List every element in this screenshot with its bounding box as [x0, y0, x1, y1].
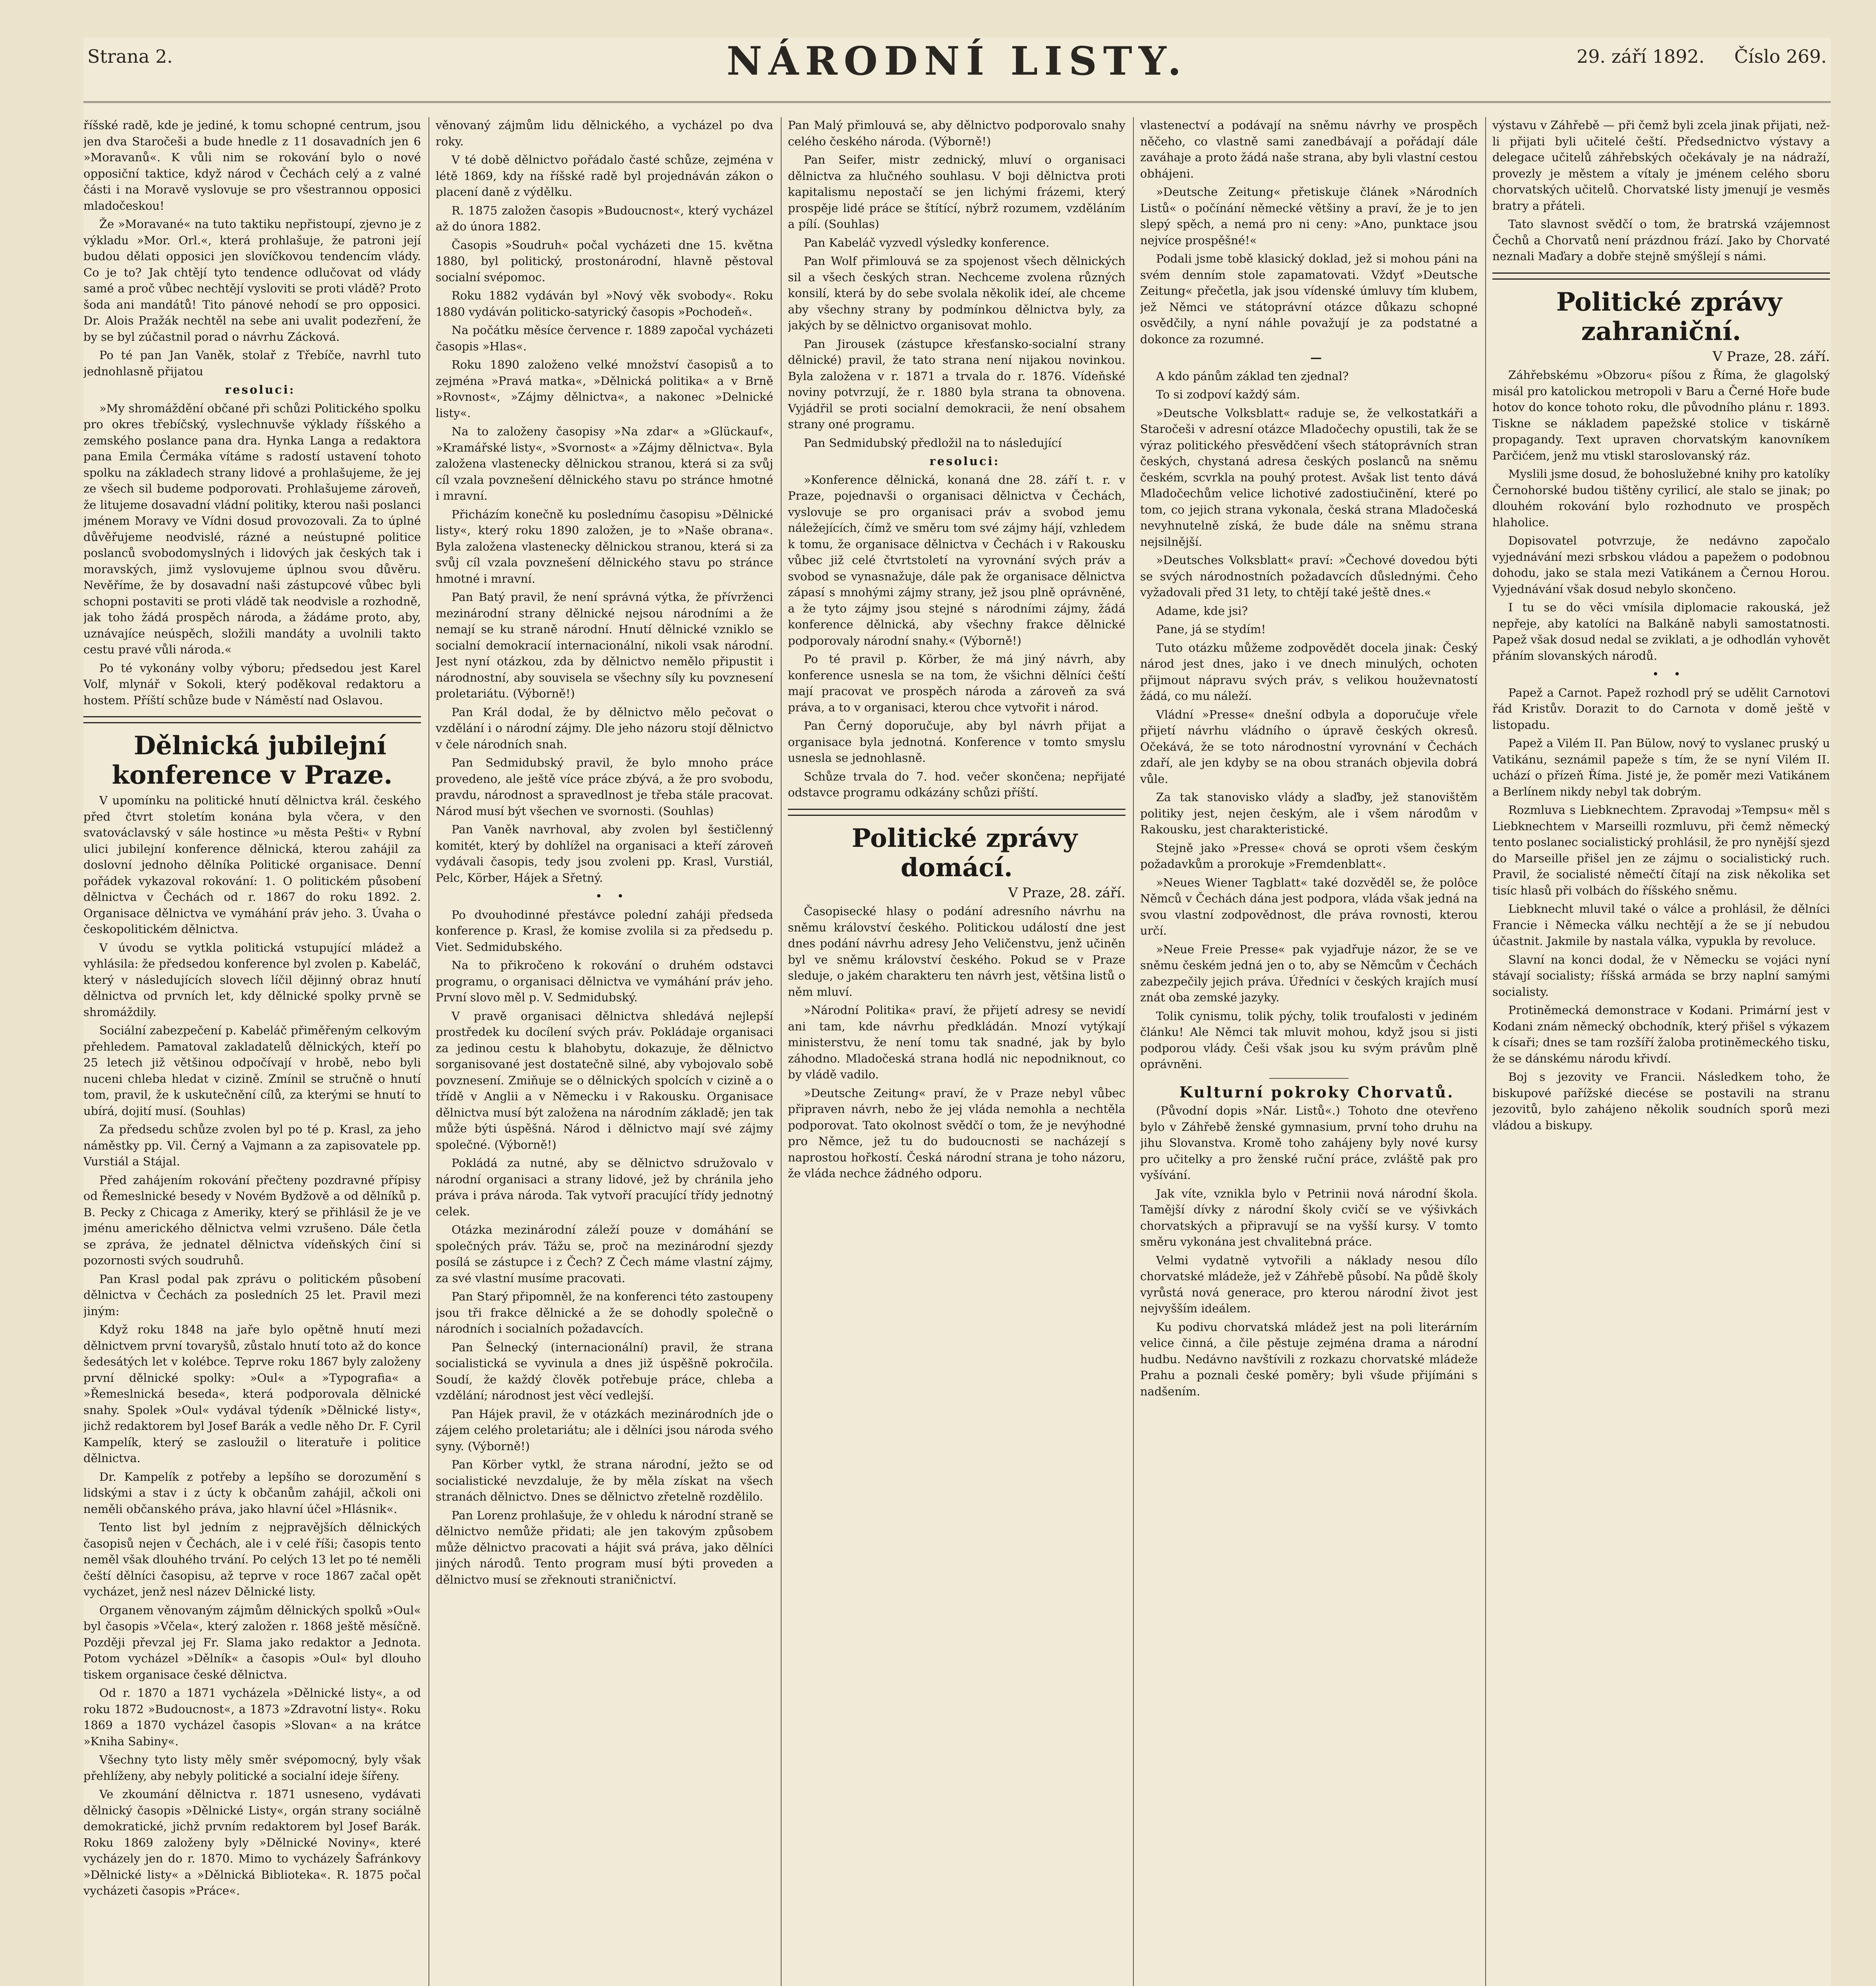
- paragraph: Boj s jezovity ve Francii. Následkem toho, že biskupové pařížské diecése se postavili na stranu jezovitů, bylo zahájeno několik soudních sporů mezi vládou a biskupy.: [1492, 1070, 1830, 1132]
- paragraph: Na počátku měsíce července r. 1889 započal vycházeti časopis »Hlas«.: [436, 323, 773, 353]
- dateline: V Praze, 28. září.: [1712, 348, 1830, 365]
- newspaper-title: NÁRODNÍ LISTY.: [726, 39, 1188, 84]
- section-headline: Politické zprávy zahraniční.: [1556, 287, 1782, 346]
- paragraph: »Deutsche Volksblatt« raduje se, že velkostatkáři a Staročeši v adresní otázce Mladočechy opustili, tak že se výraz politického přesvědčení všech státoprávních stran českých, chystaná adresa českých poslanců na sněmu českém, scvrkla na pouhý protest. Avšak list tento dává Mladočechům velice lichotivé zadostiučinění, které po tom, co jejich strana vykonala, česká strana Mladočeská nevyhnutelně získá, že bude dále na sněmu strana nejsilnější.: [1140, 406, 1478, 549]
- paragraph: »Neue Freie Presse« pak vyjadřuje názor, že se ve sněmu českém jedná jen o to, aby se Němcům v Čechách zabezpečily jejich práva. Úředníci v českých krajích musí znát oba zemské jazyky.: [1140, 942, 1478, 1004]
- paragraph: Po té pan Jan Vaněk, stolař z Třebíče, navrhl tuto jednohlasně přijatou: [83, 348, 421, 378]
- paragraph: »Konference dělnická, konaná dne 28. září t. r. v Praze, pojednavši o organisaci dělnictva v Čechách, vyslovuje se pro organisaci práv a svobod jemu náležejících, čímž ve směru tom své zájmy hájí, vzhledem k tomu, že organisace dělnictva v Čechách i v Rakousku vůbec již celé čtvrtstoletí na vyrovnání svých práv a svobod se vynasnažuje, dále pak že organisace dělnictva zápasí s mnohými zájmy strany, jež jsou plně oprávněné, a že tyto zájmy jsou stejné s národními zájmy, žádá konference dělnická, aby všechny frakce dělnické podporovaly národní snahy.« (Výborně!): [788, 473, 1125, 647]
- paragraph: Pokládá za nutné, aby se dělnictvo sdružovalo v národní organisaci a strany lidové, jež by chránila jeho práva i práva národa. Tak vytvoří pracující třídy jednotný celek.: [436, 1156, 773, 1218]
- section-headline: Politické zprávy domácí.: [851, 823, 1078, 883]
- paragraph: Za tak stanovisko vlády a slaďby, jež stanovištěm politiky jest, nejen českým, ale i všem národům v Rakousku, jest charakteristické.: [1140, 790, 1478, 836]
- paragraph: Pan Malý přimlouvá se, aby dělnictvo podporovalo snahy celého českého národa. (Výborně!): [788, 118, 1125, 148]
- paragraph: Že »Moravané« na tuto taktiku nepřistoupí, zjevno je z výkladu »Mor. Orl.«, která prohlašuje, že patroni její budou dělati opposici jen slovíčkovou tendencím vlády. Co je to? Jak chtějí tyto tendence odlučovat od vlády samé a proč vůbec nechtějí vysloviti se proti vládě? Proto šoda ani mandátů! Tito pánové nehodí se pro opposici. Dr. Alois Pražák nechtěl na sebe ani uvalit podezření, že by se byl zúčastnil porad o návrhu Zácková.: [83, 217, 421, 344]
- paragraph: Protiněmecká demonstrace v Kodani. Primární jest v Kodani znám německý obchodník, který přišel s výkazem k císaři; dnes se tam rozšíří žaloba protiněmeckého tisku, že se dánskému národu křivdí.: [1492, 1003, 1830, 1065]
- paragraph: říšské radě, kde je jediné, k tomu schopné centrum, jsou jen dva Staročeši a bude hnedle z 11 dosavadních jen 6 »Moravanů«. K vůli nim se rokování bylo o nové opposiční taktice, když národ v Čechách celý a z valné části i na Moravě vyslovuje se pro všestrannou opposici mladočeskou!: [83, 118, 421, 213]
- masthead-meta: [1553, 46, 1827, 67]
- paragraph: Pan Hájek pravil, že v otázkách mezinárodních jde o zájem celého proletariátu; ale i dělníci jsou národa svého syny. (Výborně!): [436, 1407, 773, 1453]
- article-divider: [1492, 272, 1830, 280]
- dateline: V Praze, 28. září.: [1008, 885, 1125, 901]
- column-1: [83, 117, 421, 1986]
- paragraph: Pan Krasl podal pak zprávu o politickém působení dělnictva v Čechách za posledních 25 let. Pravil mezi jiným:: [83, 1272, 421, 1318]
- paragraph: Když roku 1848 na jaře bylo opětně hnutí mezi dělnictvem první tovaryšů, zůstalo hnutí toto až do konce šedesátých let v kolébce. Teprve roku 1867 byly založeny první dělnické spolky: »Oul« a »Typografia« a »Řemeslnická beseda«, která podporovala dělnické snahy. Spolek »Oul« vydával týdeník »Dělnické listy«, jichž redaktorem byl Josef Barák a vedle něho Dr. F. Cyril Kampelík, který se zasloužil o literatuře i politice dělnictva.: [83, 1323, 421, 1465]
- paragraph: Sociální zabezpečení p. Kabeláč přiměřeným celkovým přehledem. Pamatoval zakladatelů dělnických, kteří po 25 letech již většinou odpočívají v hrobě, nebo byli nuceni chleba hledat v cizině. Zmínil se stručně o hnutí tom, pravil, že k uskutečnění cílů, za kterými se hnutí to ubírá, dojití musí. (Souhlas): [83, 1024, 421, 1118]
- paragraph: Pan Seifer, mistr zednický, mluví o organisaci dělnictva za hlučného souhlasu. V boji dělnictva proti kapitalismu nepostačí se jen lichými frázemi, který prospěje lidé práce se štítící, nýbrž rozumem, vzděláním a pílí. (Souhlas): [788, 153, 1125, 231]
- paragraph: »Deutsche Zeitung« praví, že v Praze nebyl vůbec připraven návrh, nebo že jej vláda nemohla a nechtěla podporovat. Tato okolnost svědčí o tom, že je nevýhodné pro Němce, jež tu do budoucnosti se nacházejí s naprostou hořkostí. Česká národní strana je toho názoru, že vláda nechce žádného odporu.: [788, 1086, 1125, 1180]
- paragraph: »Deutsche Zeitung« přetiskuje článek »Národních Listů« o počínání německé většiny a praví, že je to jen slepý spěch, a nemá pro ni ceny: »Ano, punktace jsou nejvíce prospěšné!«: [1140, 185, 1478, 247]
- paragraph: Tuto otázku můžeme zodpovědět docela jinak: Český národ jest dnes, jako i ve dnech minulých, ochoten přijmout nápravu svých práv, s velikou houževnatostí žádá, co mu náleží.: [1140, 641, 1478, 703]
- issue-number: Číslo 269.: [1734, 46, 1827, 67]
- paragraph: Adame, kde jsi?: [1156, 604, 1248, 618]
- section-separator: • •: [1652, 667, 1686, 681]
- column-rule: [781, 117, 782, 1986]
- resolution-title: resoluci:: [929, 454, 1000, 468]
- paragraph: Ku podivu chorvatská mládež jest na poli literárním velice činná, a čile pěstuje zejména drama a národní hudbu. Nedávno navštívili z rozkazu chorvatské mládeže Prahu a poznali české poměry; byli všude přijímáni s nadšením.: [1140, 1320, 1478, 1398]
- paragraph: Velmi vydatně vytvořili a náklady nesou dílo chorvatské mládeže, jež v Záhřebě působí. Na půdě školy vyrůstá nová generace, pro kterou národní život jest nejvyšším ideálem.: [1140, 1253, 1478, 1315]
- paragraph: Pan Vaněk navrhoval, aby zvolen byl šestičlenný komitét, který by dohlížel na organisaci a kteří zároveň vydávali časopis, tedy jsou zvoleni pp. Krasl, Vurstiál, Pelc, Körber, Hájek a Sřetný.: [436, 823, 773, 885]
- paragraph: To si zodpoví každý sám.: [1156, 388, 1300, 401]
- paragraph: vlastenectví a podávají na sněmu návrhy ve prospěch něčeho, co vlastně sami zanedbávají a pořádají dále zaváhaje a proto žádá naše strana, aby byli vlastní cestou obhájeni.: [1140, 118, 1478, 180]
- paragraph: Otázka mezinárodní záleží pouze v domáhání se společných práv. Tážu se, proč na mezinárodní sjezdy posílá se zástupce i z Čech? Z Čech máme vlastní zájmy, za své vlastní musíme pracovati.: [436, 1223, 773, 1285]
- paragraph: »My shromáždění občané při schůzi Politického spolku pro okres třebíčský, vyslechnuvše výklady říšského a zemského poslance pana dra. Hynka Langa a redaktora pana Emila Čermáka vítáme s radostí ustavení tohoto spolku na základech strany lidové a prohlašujeme, že jej ze všech sil budeme podporovati. Prohlašujeme zároveň, že litujeme dosavadní vládní politiky, kterou naši poslanci jménem Moravy ve Vídni dosud provozovali. Za to úplné důvěřujeme neodvislé, rázné a neústupné politice poslanců svobodomyslných i lidových jak českých tak i moravských, jimž vyslovujeme úplnou svou důvěru. Nevěříme, že by dosavadní naši zástupcové vůbec byli schopni postaviti se proti vládě tak neodvisle a rozhodně, jak toho žádá prospěch národa, a žádáme proto, aby, uznávajíce neúspěch, složili mandáty a uvolnili takto cestu pravé vůli národa.«: [83, 401, 421, 656]
- column-5: [1492, 117, 1830, 1986]
- paragraph: Před zahájením rokování přečteny pozdravné přípisy od Řemeslnické besedy v Novém Bydžově a od dělníků p. B. Pecky z Chicaga z Ameriky, který se přihlásil že je ve jménu amerického dělnictva velmi vzrušeno. Dále četla se zpráva, že jednatel dělnictva vídeňských činí si pozornosti svých soudruhů.: [83, 1173, 421, 1267]
- paragraph: Roku 1882 vydáván byl »Nový věk svobody«. Roku 1880 vydáván politicko-satyrický časopis »Pochodeň«.: [436, 289, 773, 319]
- article-divider: [83, 716, 421, 723]
- paragraph: »Neues Wiener Tagblatt« také dozvěděl se, že polôce Němců v Čechách dána jest podpora, vláda však jedná na svou vlastní zodpovědnost, dle práva rovnosti, kterou určí.: [1140, 875, 1478, 937]
- paragraph: Jak víte, vznikla bylo v Petrinii nová národní škola. Tamější dívky z národní školy cvičí se ve výšivkách chorvatských a připravují se na vyšší kursy. V tomto směru vykonána jest chvalitebná práce.: [1140, 1186, 1478, 1248]
- paragraph: Pan Körber vytkl, že strana národní, ježto se od socialistické nevzdaluje, že by měla získat na všech stranách dělnictvo. Dnes se dělnictvo zřetelně rozdělilo.: [436, 1458, 773, 1503]
- paragraph: Organem věnovaným zájmům dělnických spolků »Oul« byl časopis »Včela«, který založen r. 1868 ještě měsíčně. Později převzal jej Fr. Slama jako redaktor a Jednota. Potom vycházel »Dělník« a časopis »Oul« byl dlouho tiskem organisace české dělnictva.: [83, 1603, 421, 1681]
- paragraph: Po té pravil p. Körber, že má jiný návrh, aby konference usnesla se na tom, že všichni dělníci čeští mají pracovat ve prospěch národa a zároveň za svá práva, a to v organisaci, kterou chce vytvořit i národ.: [788, 652, 1125, 714]
- paragraph: V té době dělnictvo pořádalo časté schůze, zejména v létě 1869, kdy na říšské radě byl projednáván zákon o placení daně z výdělku.: [436, 153, 773, 199]
- paragraph: Pan Batý pravil, že není správná výtka, že přívrženci mezinárodní strany dělnické nejsou národními a že nemají se ku straně národní. Hnutí dělnické vzniklo se socialní demokracií internacionální, nikoli vsak národní. Jest nyní otázkou, zda by dělnictvo nemělo připustit i národnostní, aby souvisela se všechny síly ku povznesení proletariátu. (Výborně!): [436, 590, 773, 700]
- column-rule: [1133, 117, 1134, 1986]
- section-separator: • •: [595, 889, 629, 903]
- paragraph: Pan Sedmidubský pravil, že bylo mnoho práce provedeno, ale ještě více práce zbývá, a že pro svobodu, pravdu, národnost a spravedlnost je třeba stále pracovat. Národ musí být všechen ve svornosti. (Souhlas): [436, 756, 773, 818]
- paragraph: Pan Wolf přimlouvá se za spojenost všech dělnických sil a všech českých stran. Nechceme zvolena různých konsilí, která by do sebe svolala několik ideí, ale chceme aby všechny strany by podmínkou dělnictva byly, za jakých by se dělnictvo organisovat mohlo.: [788, 254, 1125, 332]
- paragraph: Pan Sedmidubský předložil na to následující: [804, 436, 1062, 450]
- paragraph: Pan Král dodal, že by dělnictvo mělo pečovat o vzdělání i o národní zájmy. Dle jeho názoru stojí dělnictvo v čele národních snah.: [436, 705, 773, 751]
- column-4: [1140, 117, 1478, 1986]
- paragraph: »Národní Politika« praví, že přijetí adresy se nevidí ani tam, kde návrhu předkládán. Mnozí vytýkají ministerstvu, že není tomu tak snadné, jak by bylo záhodno. Mladočeská strana hodlá nic nepodniknout, co by vládě vadilo.: [788, 1003, 1125, 1081]
- paragraph: Tolik cynismu, tolik pýchy, tolik troufalosti v jediném článku! Ale Němci tak mluvit mohou, když jsou si jisti podporou vlády. Češi však jsou ku svým právům plně oprávněni.: [1140, 1009, 1478, 1071]
- paragraph: I tu se do věci vmísila diplomacie rakouská, jež nepřeje, aby katolíci na Balkáně nabyli samostatnosti. Papež však dosud nedal se zviklati, a je odhodlán vyhovět přáním slovanských národů.: [1492, 601, 1830, 663]
- paragraph: Pane, já se stydím!: [1156, 622, 1266, 636]
- paragraph: Ve zkoumání dělnictva r. 1871 usneseno, vydávati dělnický časopis »Dělnické Listy«, orgán strany sociálně demokratické, jichž prvním redaktorem byl Josef Barák. Roku 1869 založeny byly »Dělnické Noviny«, které vycházely jen do r. 1870. Mimo to vycházely Šafránkovy »Dělnické listy« a »Dělnická Biblioteka«. R. 1875 počal vycházeti časopis »Práce«.: [83, 1787, 421, 1897]
- paragraph: Tato slavnost svědčí o tom, že bratrská vzájemnost Čechů a Chorvatů není prázdnou frází. Jako by Chorvaté neznali Maďary a dobře stejně smýšlejí s námi.: [1492, 217, 1830, 263]
- paragraph: věnovaný zájmům lidu dělnického, a vycházel po dva roky.: [436, 118, 773, 148]
- paragraph: Pan Kabeláč vyzvedl výsledky konference.: [804, 236, 1050, 249]
- paragraph: Roku 1890 založeno velké množství časopisů a to zejména »Pravá matka«, »Dělnická politika« a v Brně »Rovnost«, »Zájmy dělnictva«, a nakonec »Delnické listy«.: [436, 358, 773, 420]
- paragraph: Časopis »Soudruh« počal vycházeti dne 15. května 1880, byl politický, prostonárodní, hlavně pěstoval socialní svépomoc.: [436, 238, 773, 284]
- paragraph: A kdo pánům základ ten zjednal?: [1156, 369, 1349, 383]
- paragraph: Stejně jako »Presse« chová se oproti všem českým požadavkům a prorokuje »Fremdenblatt«.: [1140, 841, 1478, 871]
- paragraph: Myslili jsme dosud, že bohoslužebné knihy pro katolíky Černohorské budou tištěny cyrilicí, ale stalo se jinak; po dlouhém rokování bylo rozhodnuto ve prospěch hlaholice.: [1492, 467, 1830, 529]
- paragraph: »Deutsches Volksblatt« praví: »Čechové dovedou býti se svých národnostních požadavcích důslednými. Čeho vyžadovali před 31 lety, to chtějí také ještě dnes.«: [1140, 553, 1478, 599]
- paragraph: Pan Lorenz prohlašuje, že v ohledu k národní straně se dělnictvo nemůže přidati; ale jen takovým způsobem může dělnictvo pracovati a hájit svá práva, jako dělníci jiných národů. Tento program musí býti proveden a dělnictvo musí se zřeknouti straničnictví.: [436, 1508, 773, 1586]
- masthead: [83, 38, 1831, 103]
- dash-separator: —: [1310, 351, 1324, 364]
- paragraph: Záhřebskému »Obzoru« píšou z Říma, že glagolský misál pro katolickou metropoli v Baru a Černé Hoře bude hotov do konce tohoto roku, dle původního plánu r. 1893. Tiskne se nákladem papežské stolice v tiskárně propagandy. Text upraven chorvatským kanovníkem Parčićem, jenž mu vtiskl staroslovanský ráz.: [1492, 368, 1830, 462]
- paragraph: Podali jsme tobě klasický doklad, jež si mohou páni na svém denním stole zapamatovati. Vždyť »Deutsche Zeitung« přečetla, jak jsou vídenské úmluvy tím klubem, jež Němci ve státoprávní otázce důkazu schopné osvědčily, a nyní náhle považují je za podstatné a dokonce za rozumné.: [1140, 252, 1478, 346]
- article-divider: [788, 809, 1125, 816]
- paragraph: V úvodu se vytkla politická vstupující mládež a vyhlásila: že předsedou konference byl zvolen p. Kabeláč, který v následujících slovech líčil dějinný obraz hnutí dělnictva od prvních let, kdy dělnické spolky prvně se shromáždily.: [83, 941, 421, 1019]
- paragraph: Všechny tyto listy měly směr svépomocný, byly však přehlíženy, aby nebyly politické a socialní ideje šířeny.: [83, 1753, 421, 1783]
- paragraph: Tento list byl jedním z nejpravějších dělnických časopisů nejen v Čechách, ale i v celé říši; časopis tento neměl však dlouhého trvání. Po celých 13 let po té neměli čeští dělníci časopisu, až teprve v roce 1867 začal opět vycházet, jenž nesl název Dělnické listy.: [83, 1520, 421, 1598]
- paragraph: výstavu v Záhřebě — při čemž byli zcela jinak přijati, než-li přijati byli učitelé čeští. Předsednictvo výstavy a delegace učitelů záhřebských očekávaly je na nádraží, provezly je městem a vítaly je jménem celého sboru chorvatských učitelů. Chorvatské listy jmenují je vesměs bratry a přáteli.: [1492, 118, 1830, 213]
- paragraph: Na to založeny časopisy »Na zdar« a »Glückauf«, »Kramářské listy«, »Svornost« a »Zájmy dělnictva«. Byla založena vlastenecky dělnickou stranou, která si za svůj cíl vzala povznešení dělnického stavu po stránce hmotné i mravní.: [436, 425, 773, 502]
- paragraph: V upomínku na politické hnutí dělnictva král. českého před čtvrt stoletím konána byla včera, v den svatováclavský v sále hostince »u města Pešti« v Rybní ulici jubilejní konference dělnická, kterou zahájil za doslovní jednoho dělníka Politické organisace. Denní pořádek vykazoval rokování: 1. O politickém působení dělnictva v Čechách od r. 1867 do roku 1892. 2. Organisace dělnictva ve vymáhání práv jeho. 3. Úvaha o českopolitickém dělnictva.: [83, 794, 421, 936]
- article-headline: Kulturní pokroky Chorvatů.: [1179, 1083, 1455, 1101]
- paragraph: Rozmluva s Liebknechtem. Zpravodaj »Tempsu« měl s Liebknechtem v Marseilli rozmluvu, při čemž německý tento poslanec socialistický prohlásil, že pro nynější sjezd do Marseille přišel jen ze zájmu o socialistický ruch. Pravil, že socialisté němečtí čítají na zisk několika set tisíc hlasů při volbách do říšského sněmu.: [1492, 803, 1830, 897]
- paragraph: Časopisecké hlasy o podání adresního návrhu na sněmu království českého. Politickou událostí dne jest dnes podání návrhu adresy Jeho Veličenstvu, jenž učiněn byl ve sněmu království českého. Pokud se v Praze sleduje, o jakém charakteru ten návrh jest, většina listů o něm mluví.: [788, 904, 1125, 999]
- paragraph: Po té vykonány volby výboru; předsedou jest Karel Volf, mlynář v Sokoli, který poděkoval redaktoru a hostem. Příští schůze bude v Náměstí nad Oslavou.: [83, 661, 421, 707]
- column-3: [788, 117, 1125, 1986]
- issue-date: 29. září 1892.: [1576, 46, 1705, 67]
- divider: [1269, 1078, 1349, 1079]
- paragraph: Pan Jirousek (zástupce křesťansko-socialní strany dělnické) pravil, že tato strana není nijakou novinkou. Byla založena v r. 1871 a trvala do r. 1876. Vídeňské noviny potvrzují, že r. 1880 byla strana ta obnovena. Vyjádřil se proti socialní demokracii, že není obsahem strany oné programu.: [788, 337, 1125, 431]
- paragraph: Schůze trvala do 7. hod. večer skončena; nepřijaté odstavce programu odkázány schůzi příští.: [788, 769, 1125, 799]
- paragraph: Za předsedu schůze zvolen byl po té p. Krasl, za jeho náměstky pp. Vil. Černý a Vajmann a za zapisovatele pp. Vurstiál a Stájal.: [83, 1122, 421, 1168]
- paragraph: (Původní dopis »Nár. Listů«.) Tohoto dne otevřeno bylo v Záhřebě ženské gymnasium, první toho druhu na jihu Slovanstva. Kromě toho zahájeny byly nové kursy pro učitelky a pro ženské ruční práce, zvláště pak pro vyšívání.: [1140, 1104, 1478, 1182]
- paragraph: Na to přikročeno k rokování o druhém odstavci programu, o organisaci dělnictva ve vymáhání práv jeho. První slovo měl p. V. Sedmidubský.: [436, 958, 773, 1004]
- paragraph: Papež a Vilém II. Pan Bülow, nový to vyslanec pruský u Vatikánu, seznámil papeže s tím, že se nyní Vilém II. uchází o přízeň Říma. Jisté je, že poměr mezi Vatikánem a Berlínem nikdy nebyl tak dobrým.: [1492, 736, 1830, 798]
- paragraph: Liebknecht mluvil také o válce a prohlásil, že dělníci Francie i Německa válku nechtějí a že se jí nebudou účastnit. Jakmile by nastala válka, vypukla by revoluce.: [1492, 902, 1830, 948]
- page-number: Strana 2.: [87, 46, 173, 67]
- paragraph: Pan Šelnecký (internacionální) pravil, že strana socialistická se vyvinula a dnes již úspěšně pokročila. Soudí, že každý člověk potřebuje práce, chleba a vzdělání; národnost jest věcí vedlejší.: [436, 1340, 773, 1402]
- paragraph: Po dvouhodinné přestávce polední zaháji předseda konference p. Krasl, že komise zvolila si za předsedu p. Viet. Sedmidubského.: [436, 908, 773, 954]
- article-headline: Dělnická jubilejní konference v Praze.: [112, 731, 393, 790]
- paragraph: Vládní »Presse« dnešní odbyla a doporučuje vřele přijetí návrhu vládního o úpravě českých okresů. Očekává, že se toto národnostní vyrovnání v Čechách zdaří, ale jen kdyby se na obou stranách objevila dobrá vůle.: [1140, 707, 1478, 786]
- column-rule: [428, 117, 429, 1986]
- paragraph: Od r. 1870 a 1871 vycházela »Dělnické listy«, a od roku 1872 »Budoucnost«, a 1873 »Zdravotní listy«. Roku 1869 a 1870 vycházel časopis »Slovan« a na krátce »Kniha Sabiny«.: [83, 1686, 421, 1748]
- resolution-title: resoluci:: [225, 383, 295, 396]
- paragraph: Pan Černý doporučuje, aby byl návrh přijat a organisace byla jednotná. Konference v tomto smyslu usnesla se jednohlasně.: [788, 719, 1125, 765]
- paragraph: Pan Starý připomněl, že na konferenci této zastoupeny jsou tři frakce dělnické a že se dohodly společně o národních i socialních požadavcích.: [436, 1290, 773, 1335]
- paragraph: Dr. Kampelík z potřeby a lepšího se dorozumění s lidskými a stav i z úcty k občanům zahájil, ačkoli oni neměli občanského práva, jako hlavní účel »Hlásnik«.: [83, 1470, 421, 1516]
- column-rule: [1485, 117, 1486, 1986]
- paragraph: Slavní na konci dodal, že v Německu se vojáci nyní stávají socialisty; říšská armáda se brzy naplní samými socialisty.: [1492, 952, 1830, 999]
- paragraph: R. 1875 založen časopis »Budoucnost«, který vycházel až do února 1882.: [436, 203, 773, 233]
- column-2: [436, 117, 773, 1986]
- paragraph: V pravě organisaci dělnictva shledává nejlepší prostředek ku docílení svých práv. Pokládaje organisaci za jedinou cestu k blahobytu, dokazuje, že dělnictvo sorganisované jest dostatečně silné, aby vybojovalo sobě povznesení. Zmiňuje se o dělnických spolcích v cizině a o třídě v Anglii a v Německu i v Rakousku. Organisace dělnictva musí být založena na národním základě; jen tak může býti úspěšná. Národ i dělnictvo mají své zájmy společné. (Výborně!): [436, 1009, 773, 1151]
- paragraph: Přicházím konečně ku poslednímu časopisu »Dělnické listy«, který roku 1890 založen, je to »Naše obrana«. Byla založena vlastenecky dělnickou stranou, která si za svůj cíl vzala povznešení dělnického stavu po stránce hmotné i mravní.: [436, 507, 773, 585]
- paragraph: Papež a Carnot. Papež rozhodl prý se udělit Carnotovi řád Kristův. Dorazit to do Carnota v domě ještě v listopadu.: [1492, 686, 1830, 732]
- paragraph: Dopisovatel potvrzuje, že nedávno započalo vyjednávání mezi srbskou vládou a papežem o podobnou dohodu, jako se stala mezi Vatikánem a Černou Horou. Vyjednávání však dosud nebylo skončeno.: [1492, 534, 1830, 596]
